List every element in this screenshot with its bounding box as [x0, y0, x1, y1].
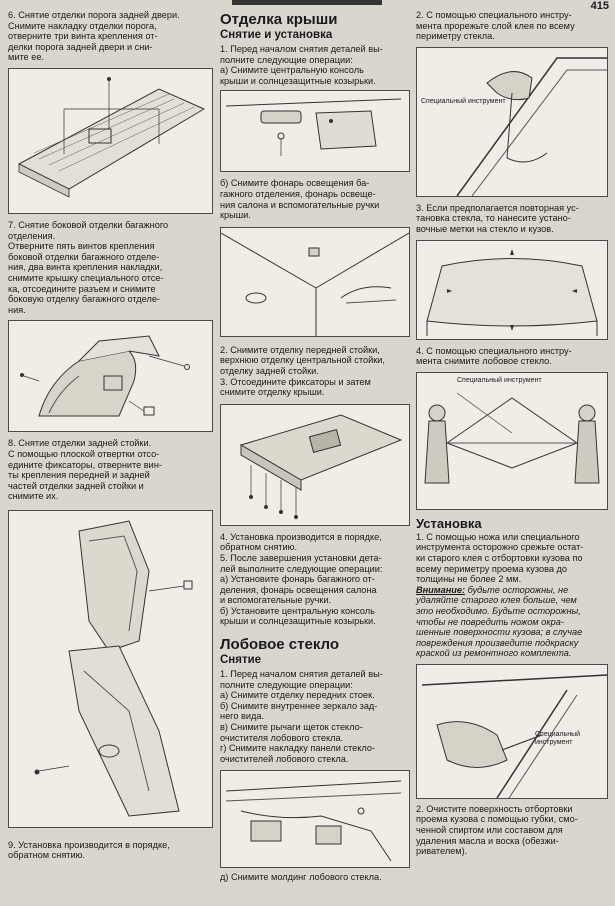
- ws-step-2-text: 2. С помощью специального инстру- мента прорежьте слой клея по всему периметру стекла.: [416, 10, 575, 42]
- step-9-text: 9. Установка производится в порядке, обратном снятию.: [8, 839, 170, 861]
- subtitle-removal-install: Снятие и установка: [220, 29, 333, 41]
- column-3: [416, 10, 610, 857]
- warning-label: Внимание:: [416, 584, 466, 595]
- figure-roof-lining: [220, 404, 410, 526]
- section-title-installation: Установка: [416, 515, 482, 531]
- warning-note: [416, 585, 610, 659]
- step-7-text: 7. Снятие боковой отделки багажного отделения. Отверните пять винтов крепления боковой отделки багажного отделе- ния, два винта крепления накладки, снимите крышку специального отсе- ка, отсоедините разъем и снимите боковую отделку багажного отделе- ния.: [8, 219, 169, 315]
- figure-rear-pillar-trim: [8, 510, 213, 828]
- figure-rear-sill-trim: [8, 68, 213, 214]
- tool-label-1: Специальный инструмент: [421, 97, 506, 105]
- ws-step-4-text: 4. С помощью специального инстру- мента снимите лобовое стекло.: [416, 345, 572, 367]
- figure-alignment-marks: [416, 240, 608, 340]
- section-title-roof-trim: Отделка крыши: [220, 11, 338, 28]
- windshield-step-1d-text: д) Снимите молдинг лобового стекла.: [220, 872, 382, 883]
- figure-luggage-side-trim: [8, 320, 213, 432]
- figure-roof-console: [220, 90, 410, 172]
- tool-label-3: Специальный инструмент: [535, 730, 581, 746]
- figure-windshield-molding: [220, 770, 410, 868]
- column-1: [8, 10, 216, 861]
- step-6-text: 6. Снятие отделки порога задней двери. Снимите накладку отделки порога, отверните три винта крепления от- делки порога задней двери и сни- мите ее.: [8, 10, 180, 63]
- figure-remove-windshield: [416, 372, 608, 510]
- roof-step-2-3-text: 2. Снимите отделку передней стойки, верхнюю отделку центральной стойки, отделку задней стойки. 3. Отсоедините фиксаторы и затем снимите отделку крыши.: [220, 344, 385, 398]
- column-2: [220, 10, 412, 883]
- figure-roof-lamps: [220, 227, 410, 337]
- roof-step-1b-text: б) Снимите фонарь освещения ба- гажного отделения, фонарь освеще- ния салона и вспомогательные ручки крыши.: [220, 178, 380, 221]
- step-8-text: 8. Снятие отделки задней стойки. С помощью плоской отвертки отсо- едините фиксаторы, отверните вин- ты крепления передней и задней частей отделки задней стойки и снимите их.: [8, 438, 162, 502]
- section-title-windshield: Лобовое стекло: [220, 636, 340, 654]
- warning-body: будьте осторожны, не удаляйте старого клея больше, чем это необходимо. Будьте осторожны, чтобы не повредить ножом окра- шенные поверхности кузова; в случае повреждения произведите подкраску краской из ремонтного комплекта.: [416, 584, 583, 659]
- header-bar: [232, 0, 382, 5]
- roof-step-4-5-text: 4. Установка производится в порядке, обратном снятию. 5. После завершения установки дета- лей выполните следующие операции: а) Установите фонарь багажного от- деления, фонарь освещения салона и вспомогательные ручки. б) Установите центральную консоль крыши и солнцезащитные козырьки.: [220, 531, 383, 627]
- figure-trim-adhesive: [416, 664, 608, 799]
- ws-step-3-text: 3. Если предполагается повторная ус- тановка стекла, то нанесите устано- вочные метки на стекло и кузов.: [416, 202, 579, 234]
- windshield-step-1-text: 1. Перед началом снятия деталей вы- полните следующие операции: а) Снимите отделку передних стоек. б) Снимите внутреннее зеркало зад- него вида. в) Снимите рычаги щеток стекло- очистителя лобового стекла. г) Снимите накладку панели стекло- очистителей лобового стекла.: [220, 669, 383, 764]
- roof-step-1-text: 1. Перед началом снятия деталей вы- полните следующие операции: а) Снимите центральную консоль крыши и солнцезащитные козырьки.: [220, 44, 383, 86]
- page-number: 415: [590, 0, 609, 12]
- figure-cut-adhesive: [416, 47, 608, 197]
- install-step-2-text: 2. Очистите поверхность отбортовки проема кузова с помощью губки, смо- ченной спиртом или составом для удаления масла и воска (обезжи- ривателем).: [416, 803, 578, 857]
- tool-label-2: Специальный инструмент: [457, 376, 542, 384]
- install-step-1-text: 1. С помощью ножа или специального инструмента осторожно срежьте остат- ки старого клея с отбортовки кузова по всему периметру проема кузова до толщины не более 2 мм.: [416, 531, 584, 585]
- subtitle-removal: Снятие: [220, 654, 262, 667]
